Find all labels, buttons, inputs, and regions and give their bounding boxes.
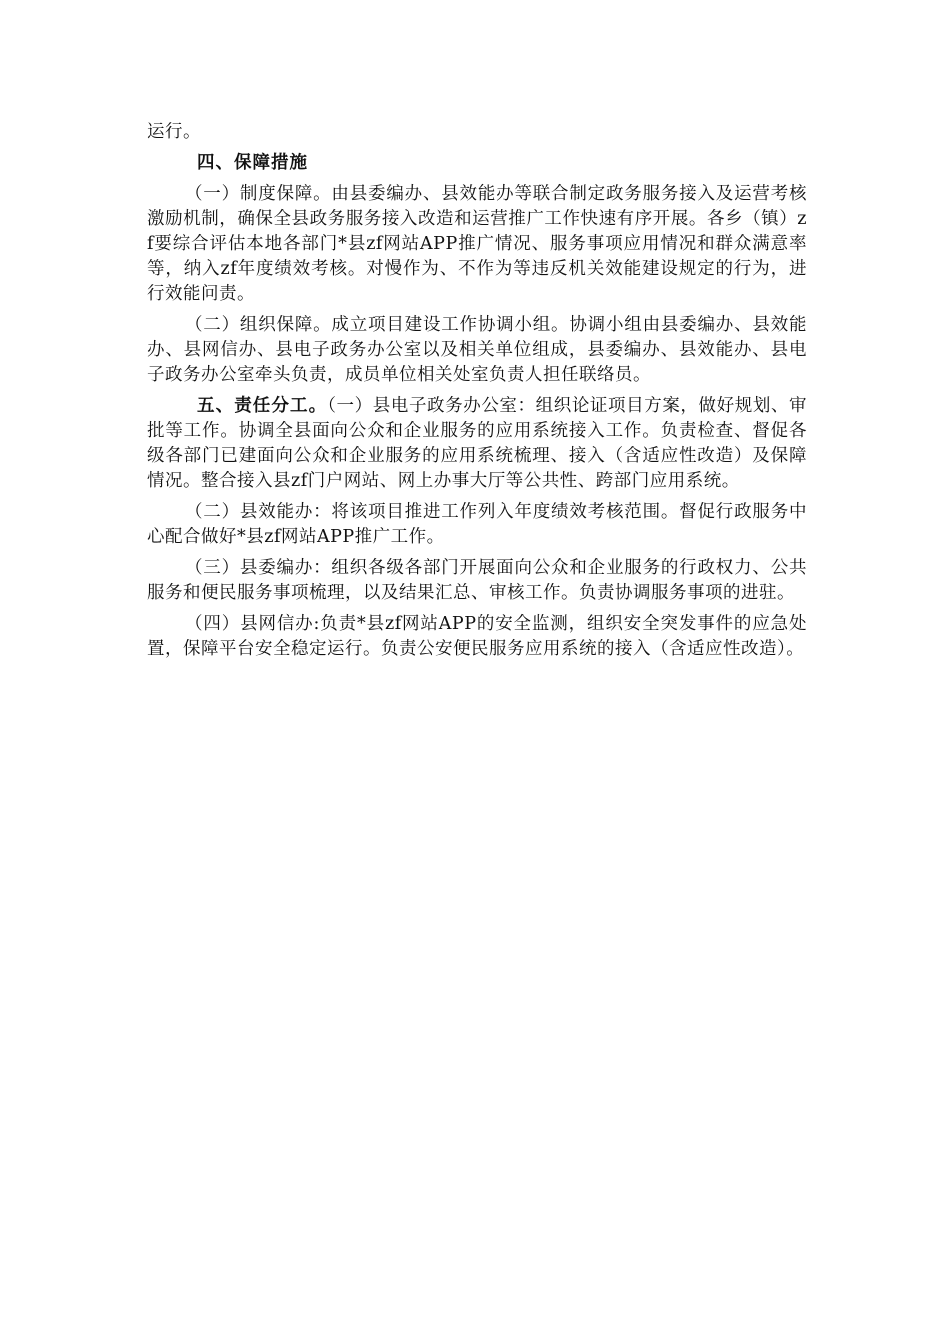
section-4-heading: 四、保障措施 bbox=[197, 153, 308, 173]
section-5-lead-paragraph bbox=[147, 394, 807, 494]
section-4-paragraph-2: （二）组织保障。成立项目建设工作协调小组。协调小组由县委编办、县效能办、县网信办、县电子政务办公室以及相关单位组成，县委编办、县效能办、县电子政务办公室牵头负责，成员单位相关处室负责人担任联络员。 bbox=[147, 315, 807, 385]
continuation-text: 运行。 bbox=[147, 122, 201, 142]
section-5-heading: 五、责任分工。 bbox=[197, 396, 328, 416]
document-page bbox=[147, 120, 807, 668]
section-5-paragraph-2: （二）县效能办：将该项目推进工作列入年度绩效考核范围。督促行政服务中心配合做好*县zf网站APP推广工作。 bbox=[147, 502, 807, 547]
section-5-paragraph-3: （三）县委编办：组织各级各部门开展面向公众和企业服务的行政权力、公共服务和便民服务事项梳理，以及结果汇总、审核工作。负责协调服务事项的进驻。 bbox=[147, 558, 807, 603]
section-4-paragraph-1: （一）制度保障。由县委编办、县效能办等联合制定政务服务接入及运营考核激励机制，确保全县政务服务接入改造和运营推广工作快速有序开展。各乡（镇）zf要综合评估本地各部门*县zf网站APP推广情况、服务事项应用情况和群众满意率等，纳入zf年度绩效考核。对慢作为、不作为等违反机关效能建设规定的行为，进行效能问责。 bbox=[147, 184, 807, 304]
section-5-lead-text: （一）县电子政务办公室：组织论证项目方案，做好规划、审批等工作。协调全县面向公众和企业服务的应用系统接入工作。负责检查、督促各级各部门已建面向公众和企业服务的应用系统梳理、接入（含适应性改造）及保障情况。整合接入县zf门户网站、网上办事大厅等公共性、跨部门应用系统。 bbox=[147, 396, 808, 491]
section-5-paragraph-4: （四）县网信办:负责*县zf网站APP的安全监测，组织安全突发事件的应急处置，保障平台安全稳定运行。负责公安便民服务应用系统的接入（含适应性改造）。 bbox=[147, 614, 807, 659]
